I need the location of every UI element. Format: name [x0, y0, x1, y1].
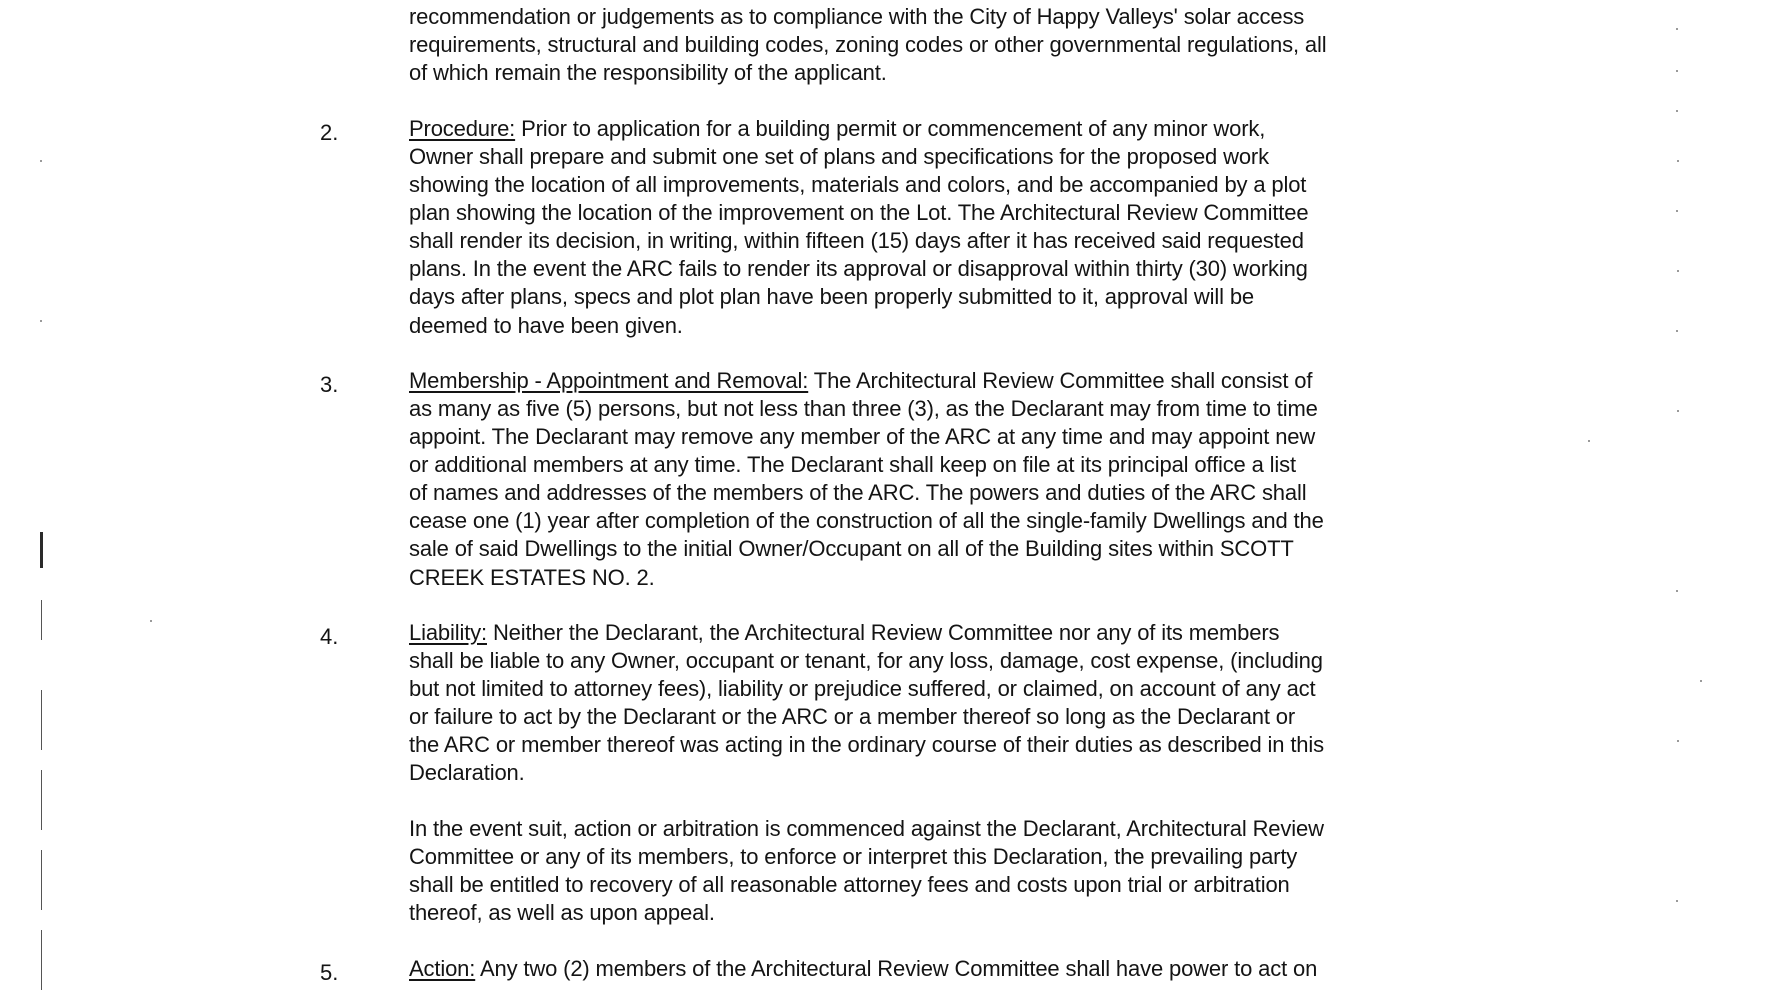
- scan-speck: [1676, 110, 1678, 112]
- section-4-paragraph-2: In the event suit, action or arbitration is commenced against the Declarant, Architectural Review Committee or any of its members, to enforce or interpret this Declaration, the prevailing party shall be entitled to recovery of all reasonable attorney fees and costs upon trial or arbitration thereof, as well as upon appeal.: [409, 816, 1324, 926]
- section-2-first-line: Prior to application for a building permit or commencement of any minor work,: [515, 116, 1266, 141]
- scan-mark: [41, 930, 42, 990]
- section-number-3: 3.: [320, 372, 339, 397]
- section-2: [409, 115, 1449, 143]
- scan-speck: [1677, 740, 1679, 742]
- section-3-body: as many as five (5) persons, but not less than three (3), as the Declarant may from time to time appoint. The Declarant may remove any member of the ARC at any time and may appoint new or additional members at any time. The Declarant shall keep on file at its principal office a list of names and addresses of the members of the ARC. The powers and duties of the ARC shall cease one (1) year after completion of the construction of all the single-family Dwellings and the sale of said Dwellings to the initial Owner/Occupant on all of the Building sites within SCOTT CREEK ESTATES NO. 2.: [409, 396, 1324, 590]
- section-4-first-line: Neither the Declarant, the Architectural Review Committee nor any of its members: [486, 620, 1280, 645]
- scan-speck: [1676, 28, 1678, 30]
- section-5: [409, 955, 1449, 983]
- scan-mark: [41, 850, 42, 910]
- scan-speck: [1676, 330, 1678, 332]
- scan-speck: [1677, 410, 1679, 412]
- intro-paragraph: recommendation or judgements as to compliance with the City of Happy Valleys' solar access requirements, structural and building codes, zoning codes or other governmental regulations, all of which remain the responsibility of the applicant.: [409, 4, 1327, 86]
- scan-speck: [1676, 210, 1678, 212]
- scan-mark: [41, 690, 42, 750]
- scan-speck: [1677, 270, 1679, 272]
- section-3-heading: Membership - Appointment and Removal:: [409, 368, 809, 393]
- section-2-body: Owner shall prepare and submit one set of plans and specifications for the proposed work showing the location of all improvements, materials and colors, and be accompanied by a plot plan showing the location of the improvement on the Lot. The Architectural Review Committee shall render its decision, in writing, within fifteen (15) days after it has received said requested plans. In the event the ARC fails to render its approval or disapproval within thirty (30) working days after plans, specs and plot plan have been properly submitted to it, approval will be deemed to have been given.: [409, 144, 1309, 338]
- section-4: [409, 619, 1449, 647]
- scan-mark: [41, 600, 42, 640]
- section-5-heading: Action:: [409, 956, 476, 981]
- scan-mark: [41, 770, 42, 830]
- section-number-4: 4.: [320, 624, 339, 649]
- section-2-heading: Procedure:: [409, 116, 516, 141]
- section-3: [409, 367, 1449, 395]
- scan-speck: [1676, 70, 1678, 72]
- section-number-5: 5.: [320, 960, 339, 985]
- section-4-heading: Liability:: [409, 620, 487, 645]
- section-number-2: 2.: [320, 120, 339, 145]
- scan-speck: [1676, 590, 1678, 592]
- section-4-body: shall be liable to any Owner, occupant or tenant, for any loss, damage, cost expense, (including but not limited to attorney fees), liability or prejudice suffered, or claimed, on account of any act or failure to act by the Declarant or the ARC or a member thereof so long as the Declarant or the ARC or member thereof was acting in the ordinary course of their duties as described in this Declaration.: [409, 648, 1324, 786]
- scan-speck: [1676, 900, 1678, 902]
- section-5-first-line: Any two (2) members of the Architectural Review Committee shall have power to act on: [475, 956, 1318, 981]
- scan-speck: [1677, 160, 1679, 162]
- scan-speck: [150, 620, 152, 622]
- scan-speck: [1700, 680, 1702, 682]
- section-3-first-line: The Architectural Review Committee shall consist of: [808, 368, 1313, 393]
- scan-speck: [40, 320, 42, 322]
- scan-mark: [40, 532, 43, 568]
- scan-speck: [40, 160, 42, 162]
- scan-speck: [1588, 440, 1590, 442]
